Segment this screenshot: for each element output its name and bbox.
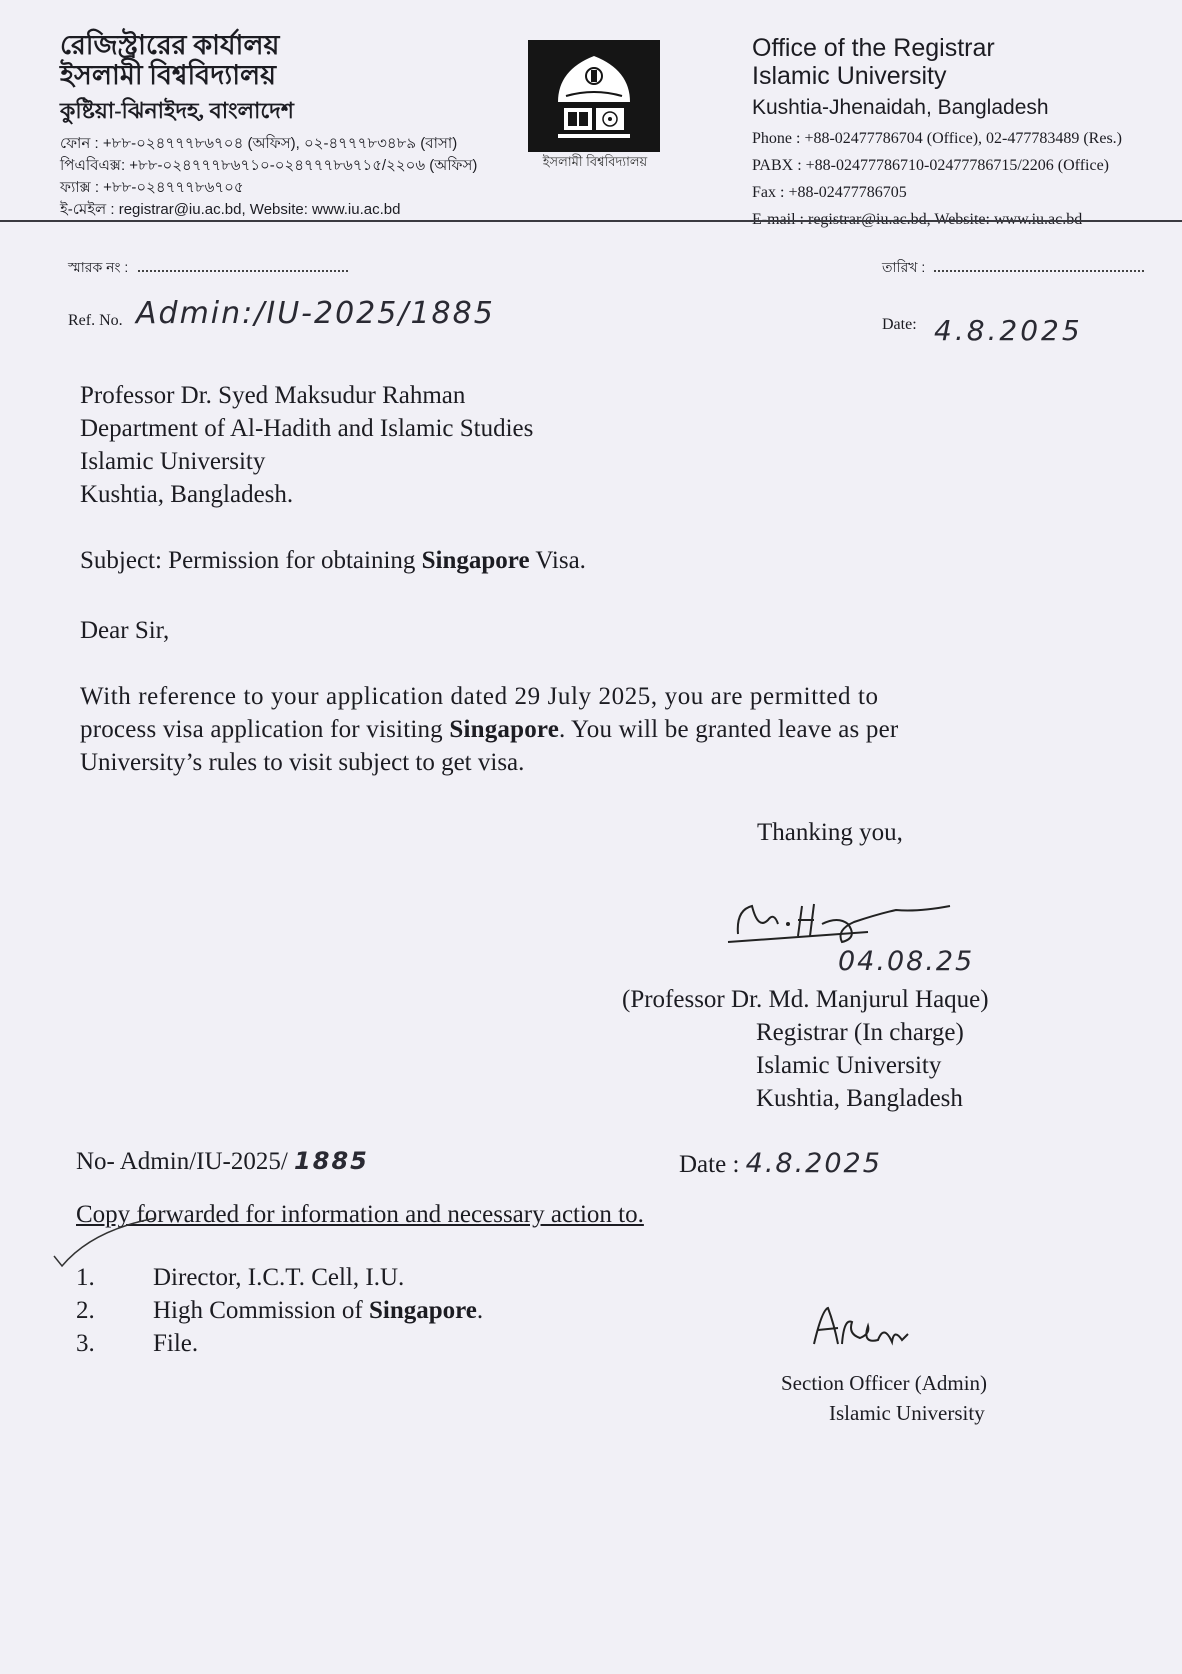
en-contact-block bbox=[752, 125, 1182, 233]
copy-suffix-2: . bbox=[476, 1297, 484, 1324]
registrar-title: Registrar (In charge) bbox=[756, 1019, 964, 1046]
subject-country: Singapore bbox=[421, 547, 530, 574]
ref-bn-label: স্মারক নং : bbox=[68, 259, 129, 275]
university-logo bbox=[528, 40, 660, 152]
bn-university-name: ইসলামী বিশ্ববিদ্যালয় bbox=[60, 60, 277, 90]
subject-suffix: Visa. bbox=[529, 547, 586, 574]
recipient-department: Department of Al-Hadith and Islamic Studies bbox=[80, 415, 534, 442]
bn-office-title: রেজিস্ট্রারের কার্যালয় bbox=[60, 30, 280, 60]
signature-handwritten-date: 04.08.25 bbox=[838, 946, 975, 977]
en-location: Kushtia-Jhenaidah, Bangladesh bbox=[752, 96, 1049, 119]
date-value-handwritten: 4.8.2025 bbox=[934, 314, 1083, 347]
forward-date-label: Date : bbox=[679, 1151, 740, 1178]
closing: Thanking you, bbox=[757, 819, 903, 846]
section-officer-org: Islamic University bbox=[829, 1401, 985, 1425]
logo-caption: ইসলামী বিশ্ববিদ্যালয় bbox=[542, 154, 648, 169]
recipient-address bbox=[80, 379, 533, 511]
body-line-2 bbox=[80, 713, 1120, 746]
copy-country: Singapore bbox=[369, 1297, 477, 1324]
en-university-name: Islamic University bbox=[752, 62, 947, 90]
bn-fax: ফ্যাক্স : +৮৮-০২৪৭৭৭৮৬৭০৫ bbox=[60, 179, 244, 196]
forward-date-value: 4.8.2025 bbox=[745, 1148, 882, 1179]
en-office-title: Office of the Registrar bbox=[752, 34, 995, 62]
section-officer-title: Section Officer (Admin) bbox=[781, 1371, 988, 1395]
list-item bbox=[76, 1327, 483, 1360]
copy-text-2: High Commission of bbox=[153, 1297, 369, 1324]
forward-number bbox=[76, 1145, 369, 1178]
salutation: Dear Sir, bbox=[80, 617, 170, 644]
body-line-3: University’s rules to visit subject to get visa. bbox=[80, 749, 525, 776]
section-officer-signature-icon bbox=[808, 1304, 918, 1354]
date-label: Date: bbox=[882, 316, 917, 333]
copy-list bbox=[76, 1261, 483, 1360]
letterhead-divider bbox=[0, 220, 1182, 222]
ref-value-handwritten: Admin:/IU-2025/1885 bbox=[136, 296, 495, 331]
letterhead-bangla bbox=[60, 30, 500, 221]
section-officer-block bbox=[781, 1368, 987, 1428]
subject-line bbox=[80, 544, 586, 577]
body-country: Singapore bbox=[449, 716, 560, 743]
body-line-2-prefix: process visa application for visiting bbox=[80, 716, 450, 743]
date-bn-label: তারিখ : bbox=[882, 259, 926, 275]
copy-text-1: Director, I.C.T. Cell, I.U. bbox=[153, 1264, 405, 1291]
recipient-city: Kushtia, Bangladesh. bbox=[80, 481, 294, 508]
copy-num-1: 1. bbox=[76, 1264, 95, 1291]
forward-date bbox=[679, 1147, 882, 1181]
ref-dotted-line bbox=[138, 270, 348, 272]
university-emblem-icon bbox=[528, 40, 660, 152]
registrar-place: Kushtia, Bangladesh bbox=[756, 1085, 963, 1112]
bn-location: কুষ্টিয়া-ঝিনাইদহ, বাংলাদেশ bbox=[60, 98, 294, 123]
registrar-name: (Professor Dr. Md. Manjurul Haque) bbox=[622, 986, 989, 1013]
bn-pabx: পিএবিএক্স: +৮৮-০২৪৭৭৭৮৬৭১০-০২৪৭৭৭৮৬৭১৫/২২০৬ (অফিস) bbox=[60, 157, 478, 174]
copy-num-2: 2. bbox=[76, 1297, 95, 1324]
date-dotted-line bbox=[934, 270, 1144, 272]
body-line-1: With reference to your application dated 29 July 2025, you are permitted to bbox=[80, 683, 879, 710]
bn-email: ই-মেইল : registrar@iu.ac.bd, Website: www.iu.ac.bd bbox=[60, 201, 401, 218]
forward-heading: Copy forwarded for information and necessary action to. bbox=[76, 1201, 644, 1228]
en-fax: Fax : +88-02477786705 bbox=[752, 184, 907, 201]
recipient-name: Professor Dr. Syed Maksudur Rahman bbox=[80, 382, 466, 409]
body-line-2-suffix: . You will be granted leave as per bbox=[559, 716, 899, 743]
registrar-signature bbox=[718, 890, 968, 950]
forward-no-label: No- Admin/IU-2025/ bbox=[76, 1148, 288, 1175]
en-pabx: PABX : +88-02477786710-02477786715/2206 (Office) bbox=[752, 157, 1110, 174]
registrar-block bbox=[622, 983, 989, 1115]
signature-scribble-icon bbox=[718, 890, 968, 950]
list-item bbox=[76, 1294, 483, 1327]
copy-num-3: 3. bbox=[76, 1330, 95, 1357]
forward-no-value: 1885 bbox=[294, 1147, 369, 1175]
en-phone: Phone : +88-02477786704 (Office), 02-477783489 (Res.) bbox=[752, 130, 1123, 147]
registrar-org: Islamic University bbox=[756, 1052, 942, 1079]
ref-label: Ref. No. bbox=[68, 312, 123, 329]
copy-text-3: File. bbox=[153, 1330, 199, 1357]
recipient-university: Islamic University bbox=[80, 448, 266, 475]
bn-phone: ফোন : +৮৮-০২৪৭৭৭৮৬৭০৪ (অফিস), ০২-৪৭৭৭৮৩৪৮৯ (বাসা) bbox=[60, 135, 458, 152]
subject-prefix: Subject: Permission for obtaining bbox=[80, 547, 422, 574]
list-item bbox=[76, 1261, 483, 1294]
letterhead-english bbox=[752, 34, 1172, 122]
body-paragraph bbox=[80, 680, 1120, 779]
